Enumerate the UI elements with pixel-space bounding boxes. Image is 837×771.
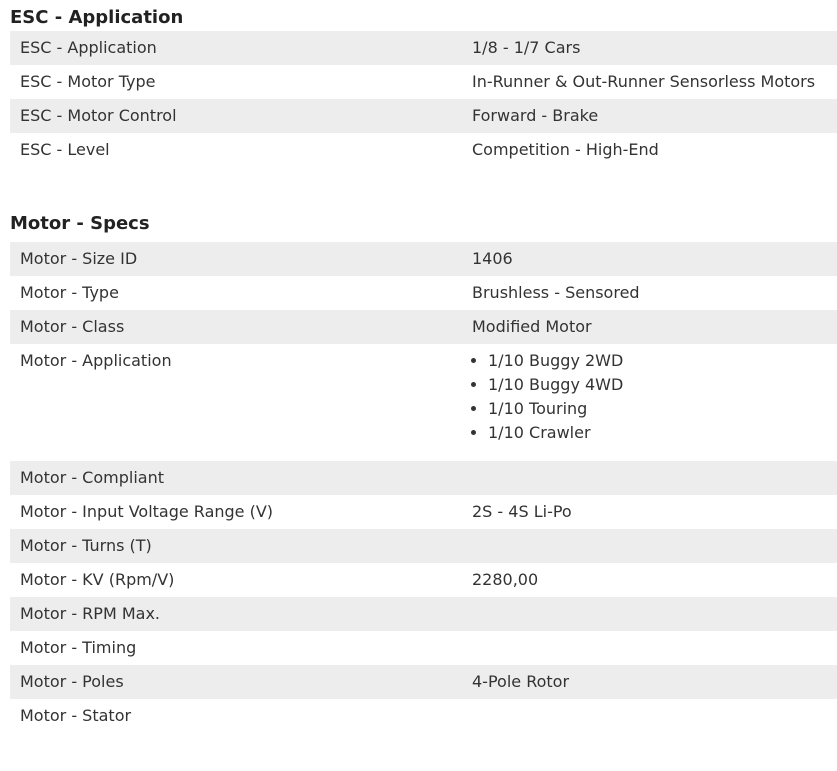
table-row	[10, 310, 837, 344]
table-row	[10, 133, 837, 167]
section-spacer	[0, 167, 837, 210]
spec-value: 2280,00	[472, 570, 539, 589]
spec-value: 2S - 4S Li-Po	[472, 502, 572, 521]
spec-label: Motor - Type	[20, 283, 119, 302]
table-row	[10, 597, 837, 631]
spec-label: Motor - Application	[20, 351, 172, 370]
list-item: • 1/10 Buggy 4WD	[488, 373, 827, 397]
spec-label: Motor - Turns (T)	[10, 529, 462, 563]
spec-value	[462, 631, 837, 665]
spec-value	[462, 461, 837, 495]
spec-label: Motor - RPM Max.	[10, 597, 462, 631]
spec-value	[462, 529, 837, 563]
motor-section-title: Motor - Specs	[10, 213, 150, 234]
spec-value: In-Runner & Out-Runner Sensorless Motors	[472, 72, 816, 91]
list-item: • 1/10 Crawler	[488, 421, 827, 445]
spec-label: Motor - Stator	[20, 706, 132, 725]
application-list	[472, 349, 827, 445]
table-row	[10, 344, 837, 461]
table-row	[10, 242, 837, 276]
table-row	[10, 276, 837, 310]
spec-label: Motor - KV (Rpm/V)	[20, 570, 175, 589]
spec-value: Forward - Brake	[462, 99, 837, 133]
esc-spec-table	[10, 31, 837, 167]
table-row	[10, 631, 837, 665]
spec-label: ESC - Motor Control	[10, 99, 462, 133]
spec-label: ESC - Motor Type	[20, 72, 156, 91]
spec-label: Motor - Timing	[20, 638, 137, 657]
spec-value: 1/8 - 1/7 Cars	[462, 31, 837, 65]
table-row	[10, 31, 837, 65]
spec-value	[462, 699, 837, 733]
table-row	[10, 563, 837, 597]
spec-label: ESC - Application	[10, 31, 462, 65]
motor-spec-table	[10, 242, 837, 733]
spec-value: Brushless - Sensored	[472, 283, 640, 302]
table-row	[10, 699, 837, 733]
spec-label: Motor - Input Voltage Range (V)	[20, 502, 274, 521]
list-item: • 1/10 Touring	[488, 397, 827, 421]
spec-value: 4-Pole Rotor	[462, 665, 837, 699]
table-row	[10, 65, 837, 99]
spec-label: Motor - Class	[10, 310, 462, 344]
esc-section-title: ESC - Application	[10, 7, 184, 28]
spec-value: Modified Motor	[462, 310, 837, 344]
motor-section	[0, 210, 837, 733]
spec-value: 1406	[462, 242, 837, 276]
spec-value-list	[462, 344, 837, 461]
spec-label: ESC - Level	[20, 140, 110, 159]
table-row	[10, 461, 837, 495]
spec-label: Motor - Size ID	[10, 242, 462, 276]
spec-value	[462, 597, 837, 631]
table-row	[10, 665, 837, 699]
esc-section	[0, 0, 837, 167]
spec-label: Motor - Poles	[10, 665, 462, 699]
table-row	[10, 529, 837, 563]
spec-label: Motor - Compliant	[10, 461, 462, 495]
table-row	[10, 99, 837, 133]
table-row	[10, 495, 837, 529]
list-item: • 1/10 Buggy 2WD	[488, 349, 827, 373]
spec-value: Competition - High-End	[472, 140, 659, 159]
